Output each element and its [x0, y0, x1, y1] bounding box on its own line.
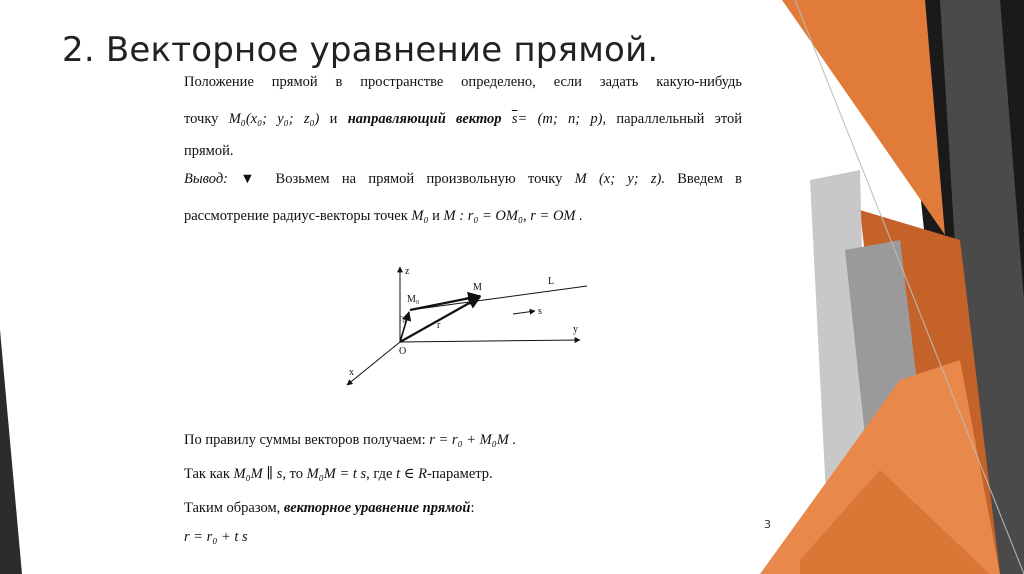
label-O: O	[399, 346, 407, 357]
s-coords: = (m; n; p)	[517, 111, 603, 127]
proof-text2: Введем в	[677, 171, 742, 187]
point-M: M (x; y; z).	[574, 171, 665, 187]
para1-line2	[184, 111, 742, 128]
vector-s-arrow	[513, 311, 535, 314]
r-equation: r = OM .	[530, 208, 583, 224]
proof-M: M :	[443, 208, 465, 224]
label-y: y	[573, 324, 578, 335]
since-where: , где	[366, 466, 393, 482]
para1-tochku: точку	[184, 111, 219, 127]
label-x: x	[349, 367, 354, 378]
proof-label: Вывод:	[184, 171, 229, 187]
proof-line2	[184, 208, 583, 225]
point-M0: M₀(x₀; y₀; z₀)	[228, 111, 320, 127]
label-r0: r₀	[399, 313, 406, 324]
label-z: z	[405, 266, 410, 277]
page-number: 3	[764, 518, 771, 531]
para1-and: и	[329, 111, 338, 127]
vector-s: $\overline{s}$	[511, 111, 518, 127]
line-vector-diagram	[335, 262, 595, 387]
final-formula: r = r₀ + t s	[184, 529, 248, 545]
conclusion-line	[184, 500, 475, 517]
proof-line1	[184, 171, 742, 188]
label-M: M	[473, 282, 482, 293]
since-param: -параметр.	[426, 466, 493, 482]
y-axis	[400, 340, 580, 342]
since-eq: M₀M = t s	[306, 466, 367, 482]
sum-rule-line	[184, 432, 516, 449]
conclusion-text: Таким образом,	[184, 500, 281, 516]
label-r: r	[437, 320, 441, 331]
proof-line2-start: рассмотрение радиус-векторы точек	[184, 208, 408, 224]
x-axis	[347, 342, 400, 385]
since-start: Так как	[184, 466, 230, 482]
label-L: L	[548, 276, 555, 287]
r0-equation: r₀ = OM₀,	[467, 208, 527, 224]
right-orange-top	[782, 0, 945, 235]
dir-vector-term: направляющий вектор	[347, 111, 502, 127]
proof-marker: ▼	[240, 171, 264, 187]
conclusion-term: векторное уравнение прямой	[283, 500, 471, 516]
proof-text1: Возьмем на прямой произвольную точку	[275, 171, 563, 187]
since-parallel: M₀M ∥ s	[233, 466, 283, 482]
line-L	[410, 286, 587, 310]
proof-M0: M₀	[411, 208, 429, 224]
sum-rule-formula: r = r₀ + M₀M .	[429, 432, 517, 448]
para1-line1	[184, 74, 742, 91]
proof-and: и	[432, 208, 440, 224]
label-M0: M₀	[407, 294, 420, 305]
t-in-R: t ∈ R	[396, 466, 427, 482]
para1-line2-end: , параллельный этой	[602, 111, 743, 127]
para1-line1-text: Положение прямой в пространстве определено, если задать какую-нибудь	[184, 74, 742, 90]
para1-line3: прямой.	[184, 143, 234, 159]
since-line	[184, 466, 493, 483]
label-s: s	[538, 306, 542, 317]
sum-rule-text: По правилу суммы векторов получаем:	[184, 432, 426, 448]
conclusion-colon: :	[470, 500, 475, 516]
since-to: , то	[282, 466, 303, 482]
left-dark-triangle	[0, 330, 22, 574]
slide-title: 2. Векторное уравнение прямой.	[62, 30, 659, 70]
